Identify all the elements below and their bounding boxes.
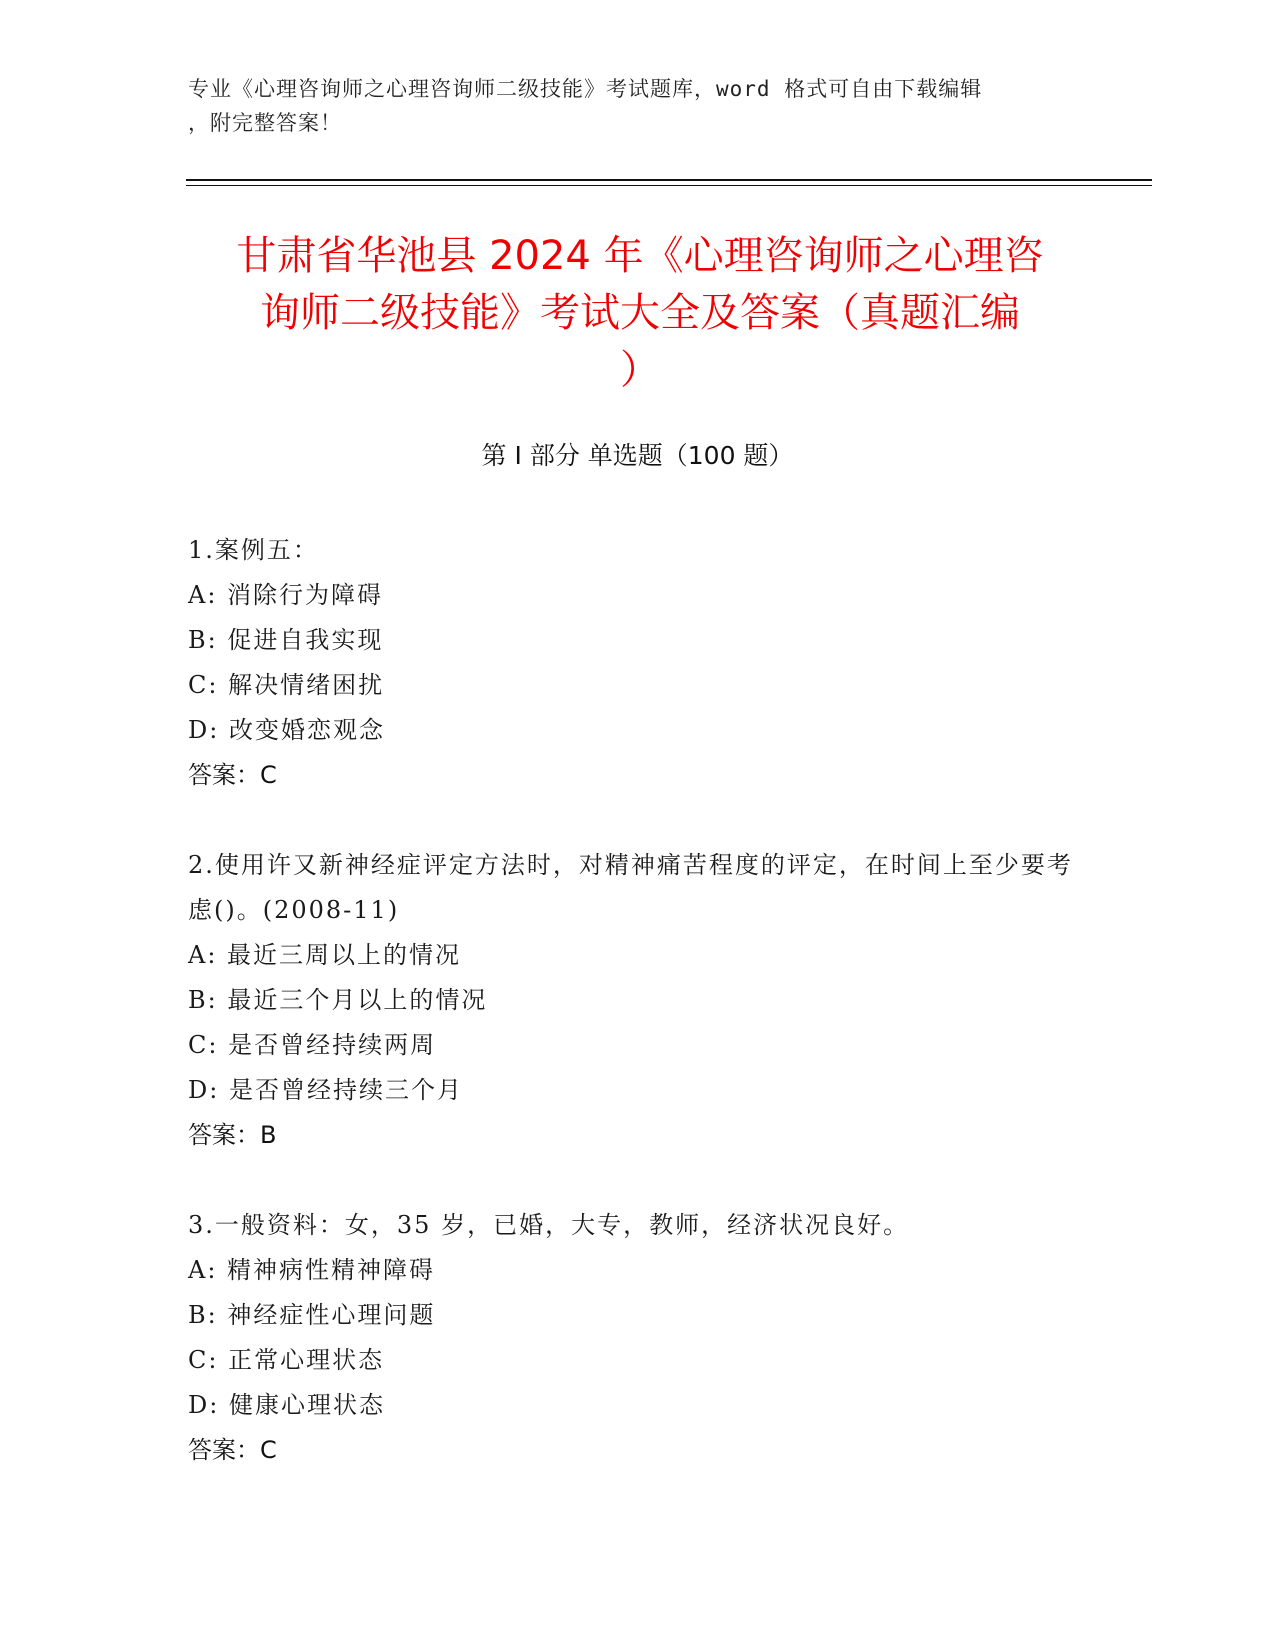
option-c: C: 是否曾经持续两周 xyxy=(188,1031,437,1059)
answer: 答案：C xyxy=(188,761,277,789)
option-b: B: 最近三个月以上的情况 xyxy=(188,986,488,1014)
option-a: A: 最近三周以上的情况 xyxy=(188,941,462,969)
option-a: A: 消除行为障碍 xyxy=(188,581,384,609)
question-stem: 2.使用许又新神经症评定方法时，对精神痛苦程度的评定，在时间上至少要考虑()。(2008-11) xyxy=(188,851,1073,924)
section-heading: 第 I 部分 单选题（100 题） xyxy=(481,441,794,470)
question-1 xyxy=(188,528,1088,798)
question-3 xyxy=(188,1203,1088,1473)
answer: 答案：C xyxy=(188,1436,277,1464)
document-title xyxy=(180,228,1100,399)
option-b: B: 促进自我实现 xyxy=(188,626,384,654)
question-list xyxy=(188,528,1088,1518)
option-a: A: 精神病性精神障碍 xyxy=(188,1256,436,1284)
option-d: D: 改变婚恋观念 xyxy=(188,716,385,744)
question-stem: 3.一般资料：女，35 岁，已婚，大专，教师，经济状况良好。 xyxy=(188,1211,910,1239)
question-stem: 1.案例五： xyxy=(188,536,319,564)
document-title-line-1: 甘肃省华池县 2024 年《心理咨询师之心理咨 xyxy=(236,233,1044,279)
header-note xyxy=(188,72,1068,140)
option-d: D: 健康心理状态 xyxy=(188,1391,385,1419)
document-title-line-2: 询师二级技能》考试大全及答案（真题汇编 xyxy=(260,290,1020,336)
answer: 答案：B xyxy=(188,1121,277,1149)
header-note-line-2: ，附完整答案！ xyxy=(188,111,342,135)
option-d: D: 是否曾经持续三个月 xyxy=(188,1076,463,1104)
header-note-line-1: 专业《心理咨询师之心理咨询师二级技能》考试题库，word 格式可自由下载编辑 xyxy=(188,77,983,101)
option-c: C: 解决情绪困扰 xyxy=(188,671,385,699)
option-c: C: 正常心理状态 xyxy=(188,1346,385,1374)
document-title-line-3: ） xyxy=(620,347,660,393)
header-rule-thick xyxy=(186,179,1152,181)
question-2 xyxy=(188,843,1088,1158)
header-rule-thin xyxy=(186,185,1152,186)
option-b: B: 神经症性心理问题 xyxy=(188,1301,436,1329)
